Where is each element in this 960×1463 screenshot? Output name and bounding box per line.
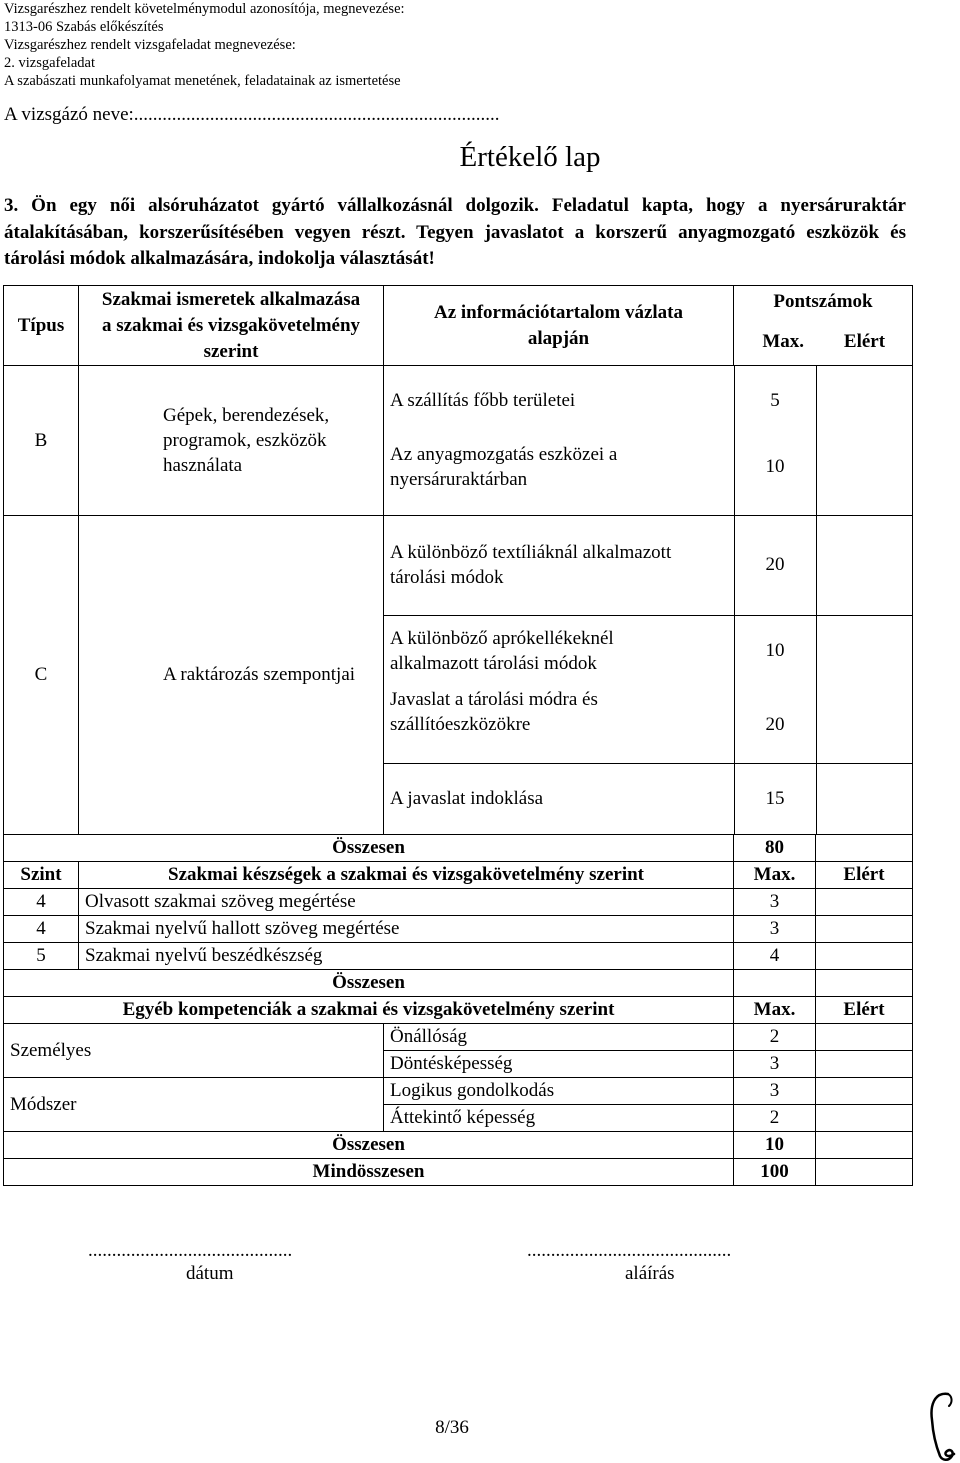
competency-max: 2 [734,1105,816,1132]
col-header-achieved: Elért [816,997,913,1024]
col-header-level: Szint [4,862,79,889]
grand-total-label: Mindösszesen [4,1159,734,1186]
skill-max: 3 [734,889,816,916]
header-line: 2. vizsgafeladat [4,55,95,71]
item-text: A javaslat indoklása [384,763,734,834]
col-header-achieved: Elért [843,330,886,352]
grand-total-max: 100 [734,1159,816,1186]
header-line: Vizsgarészhez rendelt követelménymodul azonosítója, megnevezése: [4,1,405,17]
total-max: 80 [734,835,816,862]
col-header-skills: Szakmai készségek a szakmai és vizsgakövetelmény szerint [79,862,734,889]
points-label: Pontszámok [773,291,873,312]
total-achieved [816,835,913,862]
col-header-professional-knowledge: Szakmai ismeretek alkalmazása a szakmai és vizsgakövetelmény szerint [79,286,384,366]
skill-text: Szakmai nyelvű hallott szöveg megértése [79,916,734,943]
grand-total-achieved [816,1159,913,1186]
other-total-max: 10 [734,1132,816,1159]
item-max: 20 [734,516,816,615]
competency-text: Logikus gondolkodás [384,1078,734,1105]
skills-total-achieved [816,970,913,997]
item-max: 10 [734,615,816,687]
skills-total-max [734,970,816,997]
competency-group: Személyes [4,1024,384,1078]
item-max: 5 [734,366,816,418]
col-header-information-content: Az információtartalom vázlata alapján [384,286,734,366]
competency-group: Módszer [4,1078,384,1132]
handwritten-initials-icon [926,1388,958,1463]
task-description: 3. Ön egy női alsóruházatot gyártó vállalkozásnál dolgozik. Feladatul kapta, hogy a nyersáruraktár átalakításában, korszerűsítésében vegyen részt. Tegyen javaslatot a korszerű anyagmozgató eszközök és tárolási módok alkalmazására, indokolja választását! [4,195,906,269]
competency-max: 3 [734,1078,816,1105]
competency-achieved [816,1024,913,1051]
type-c-cell: C [4,516,79,835]
competency-text: Áttekintő képesség [384,1105,734,1132]
competency-max: 2 [734,1024,816,1051]
item-text: A különböző textíliáknál alkalmazott tárolási módok [390,542,672,589]
item-text: Javaslat a tárolási módra és szállítóeszközökre [390,689,598,735]
skill-b-cell: Gépek, berendezések, programok, eszközök használata [79,366,384,516]
evaluation-table [3,285,913,1186]
other-total-label: Összesen [4,1132,734,1159]
competency-text: Döntésképesség [384,1051,734,1078]
item-achieved [816,687,913,763]
skills-total-label: Összesen [4,970,734,997]
item-max: 15 [734,763,816,834]
skill-max: 3 [734,916,816,943]
skill-achieved [816,943,913,970]
header-line: A szabászati munkafolyamat menetének, feladatainak az ismertetése [4,73,401,89]
skill-text: Szakmai nyelvű beszédkészség [79,943,734,970]
skill-max: 4 [734,943,816,970]
col-header-achieved: Elért [816,862,913,889]
item-achieved [816,366,913,418]
item-max: 20 [734,687,816,763]
competency-text: Önállóság [384,1024,734,1051]
skill-text: Olvasott szakmai szöveg megértése [79,889,734,916]
signature-label: aláírás [625,1263,675,1284]
total-label: Összesen [4,835,734,862]
col-header-type: Típus [4,286,79,366]
competency-achieved [816,1105,913,1132]
level-cell: 4 [4,916,79,943]
skill-achieved [816,916,913,943]
type-b-cell: B [4,366,79,516]
date-dots: ........................................... [88,1240,293,1261]
item-achieved [816,615,913,687]
col-header-max: Max. [734,862,816,889]
item-achieved [816,418,913,515]
item-max: 10 [734,418,816,515]
level-cell: 5 [4,943,79,970]
examinee-name-line: A vizsgázó neve:............................................................................. [4,104,500,125]
col-header-points [734,286,913,366]
competency-achieved [816,1051,913,1078]
level-cell: 4 [4,889,79,916]
col-header-other-competencies: Egyéb kompetenciák a szakmai és vizsgakövetelmény szerint [4,997,734,1024]
col-header-max: Max. [762,330,804,352]
other-total-achieved [816,1132,913,1159]
skill-achieved [816,889,913,916]
document-header [4,0,405,90]
item-achieved [816,516,913,615]
item-achieved [816,763,913,834]
signature-dots: ........................................... [527,1240,732,1261]
header-line: 1313-06 Szabás előkészítés [4,19,164,35]
col-header-max: Max. [734,997,816,1024]
item-text: A különböző aprókellékeknél alkalmazott tárolási módok [384,615,734,687]
date-label: dátum [186,1263,234,1284]
page-number: 8/36 [435,1417,469,1438]
page-title: Értékelő lap [459,141,601,173]
header-line: Vizsgarészhez rendelt vizsgafeladat megnevezése: [4,37,296,53]
item-text: Az anyagmozgatás eszközei a nyersáruraktárban [390,443,618,490]
competency-achieved [816,1078,913,1105]
item-text: A szállítás főbb területei [390,390,576,411]
competency-max: 3 [734,1051,816,1078]
skill-c-cell: A raktározás szempontjai [79,516,384,835]
